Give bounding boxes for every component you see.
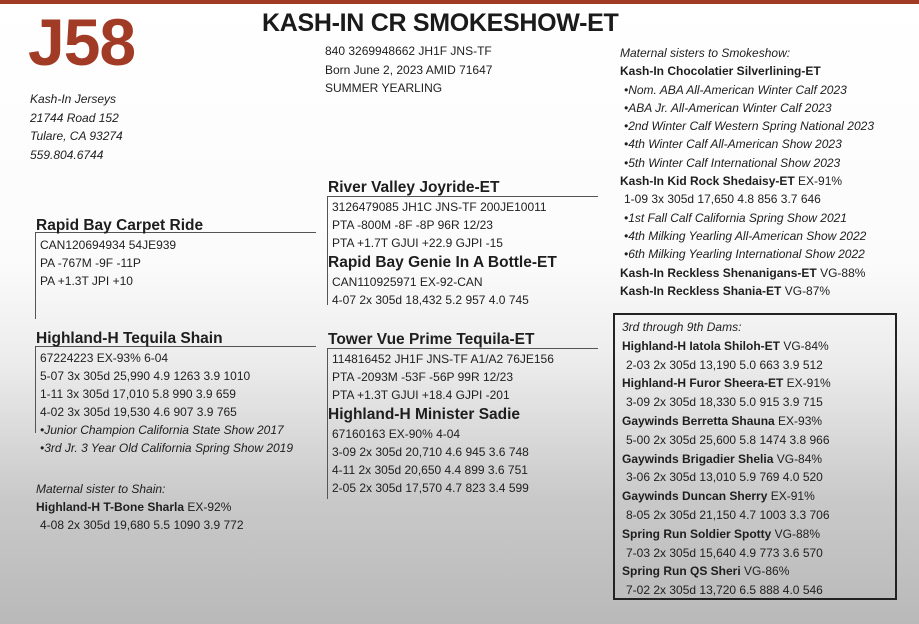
sister-award: •1st Fall Calf California Spring Show 2021 [624,210,847,225]
breeder-address: 21744 Road 152 [30,110,119,125]
dam-ancestor-score: EX-91% [767,489,815,504]
dam-sire-record: 4-11 2x 305d 20,650 4.4 899 3.6 751 [332,463,528,477]
dam-sire-registration: 67160163 EX-90% 4-04 [332,427,461,441]
sire-pta-line: PTA +1.7T GJUI +22.9 GJPI -15 [332,236,503,250]
sire-block [328,178,547,252]
dam-dam-name: Highland-H Tequila Shain [36,330,223,347]
maternal-sisters-block [620,44,874,300]
animal-info [325,42,492,98]
sister-name: Kash-In Reckless Shania-ET [620,283,782,298]
sister-name: Kash-In Kid Rock Shedaisy-ET [620,174,795,189]
dam-ancestor-name: Highland-H Iatola Shiloh-ET [622,338,780,353]
top-accent-bar [0,0,919,4]
sire-dam-registration: CAN110925971 EX-92-CAN [332,275,483,289]
sister-award: •2nd Winter Calf Western Spring National 2023 [624,119,875,134]
registration-line: 840 3269948662 JH1F JNS-TF [325,44,492,58]
sister-score: VG-88% [816,265,866,280]
dam-dam-block [36,329,293,457]
dam-ancestor-record: 3-09 2x 305d 18,330 5.0 915 3.9 715 [626,395,823,410]
dam-dam-registration: 67224223 EX-93% 6-04 [40,351,169,365]
sire-dam-record: 4-07 2x 305d 18,432 5.2 957 4.0 745 [332,293,529,307]
sister-award: •ABA Jr. All-American Winter Calf 2023 [624,100,832,115]
breeder-name: Kash-In Jerseys [30,92,117,106]
dam-ancestor-name: Gaywinds Brigadier Shelia [622,451,774,466]
dam-ancestor-record: 8-05 2x 305d 21,150 4.7 1003 3.3 706 [626,507,830,522]
sire-dam-block [328,253,557,309]
dam-block [328,330,554,404]
sister-award: •Nom. ABA All-American Winter Calf 2023 [624,82,847,97]
dam-sire-record: 2-05 2x 305d 17,570 4.7 823 3.4 599 [332,481,529,495]
dam-ancestor-name: Gaywinds Berretta Shauna [622,413,775,428]
breeder-city: Tulare, CA 93274 [30,129,123,143]
dam-ancestor-name: Spring Run QS Sheri [622,564,741,579]
breeder-info [30,90,123,164]
maternal-sisters-heading: Maternal sisters to Smokeshow: [620,46,791,60]
dam-dam-award: •Junior Champion California State Show 2017 [40,423,284,437]
shain-sister-score: EX-92% [184,500,232,514]
dam-name: Tower Vue Prime Tequila-ET [328,331,535,348]
class-line: SUMMER YEARLING [325,81,443,95]
birth-line: Born June 2, 2023 AMID 71647 [325,62,493,77]
sister-score: VG-87% [781,283,831,298]
sister-award: •5th Winter Calf International Show 2023 [624,155,841,170]
dam-ancestor-score: EX-93% [774,413,823,428]
dam-registration: 114816452 JH1F JNS-TF A1/A2 76JE156 [332,352,554,366]
sire-dam-name: Rapid Bay Genie In A Bottle-ET [328,254,557,271]
dam-sire-record: 3-09 2x 305d 20,710 4.6 945 3.6 748 [332,445,529,459]
dam-dam-award: •3rd Jr. 3 Year Old California Spring Show 2019 [40,441,294,455]
sire-name: River Valley Joyride-ET [328,179,500,196]
sister-name: Kash-In Chocolatier Silverlining-ET [620,64,821,79]
dam-ancestor-score: EX-91% [783,376,831,391]
dam-dam-record: 5-07 3x 305d 25,990 4.9 1263 3.9 1010 [40,369,251,383]
sire-sire-pa-line: PA +1.3T JPI +10 [40,274,133,288]
dam-ancestor-score: VG-88% [771,526,821,541]
dam-dam-record: 1-11 3x 305d 17,010 5.8 990 3.9 659 [40,387,236,401]
sire-sire-name: Rapid Bay Carpet Ride [36,217,204,234]
shain-sister-record: 4-08 2x 305d 19,680 5.5 1090 3.9 772 [40,518,244,532]
dam-ancestor-score: VG-84% [773,451,823,466]
dam-ancestor-score: VG-86% [740,564,790,579]
sire-pta-line: PTA -800M -8F -8P 96R 12/23 [332,218,493,232]
shain-sister-heading: Maternal sister to Shain: [36,482,166,496]
dam-ancestor-record: 2-03 2x 305d 13,190 5.0 663 3.9 512 [626,357,823,372]
sire-sire-block [36,216,203,290]
dams-list [622,318,831,600]
breeder-phone: 559.804.6744 [30,147,104,162]
dam-ancestor-record: 5-00 2x 305d 25,600 5.8 1474 3.8 966 [626,432,830,447]
sister-award: •6th Milking Yearling International Show 2022 [624,247,865,262]
lot-number: J58 [28,5,136,79]
sister-award: •4th Milking Yearling All-American Show 2022 [624,228,867,243]
dam-sire-block [328,405,529,497]
dam-ancestor-record: 7-03 2x 305d 15,640 4.9 773 3.6 570 [626,545,823,560]
dam-ancestor-name: Highland-H Furor Sheera-ET [622,376,784,391]
dam-ancestor-name: Gaywinds Duncan Sherry [622,489,768,504]
sister-record: 1-09 3x 305d 17,650 4.8 856 3.7 646 [624,192,821,207]
dam-pta-line: PTA -2093M -53F -56P 99R 12/23 [332,370,513,384]
shain-sister-name: Highland-H T-Bone Sharla [36,500,185,514]
sire-sire-registration: CAN120694934 54JE939 [40,238,177,252]
sister-award: •4th Winter Calf All-American Show 2023 [624,137,842,152]
sister-name: Kash-In Reckless Shenanigans-ET [620,265,817,280]
sire-sire-pa-line: PA -767M -9F -11P [40,256,141,270]
sister-score: EX-91% [794,174,843,189]
dam-ancestor-record: 7-02 2x 305d 13,720 6.5 888 4.0 546 [626,583,823,598]
dam-ancestor-score: VG-84% [780,338,829,353]
dam-pta-line: PTA +1.3T GJUI +18.4 GJPI -201 [332,388,510,402]
dam-ancestor-record: 3-06 2x 305d 13,010 5.9 769 4.0 520 [626,470,823,485]
shain-sister-block [36,480,244,534]
sire-registration: 3126479085 JH1C JNS-TF 200JE10011 [332,200,547,214]
dam-dam-record: 4-02 3x 305d 19,530 4.6 907 3.9 765 [40,405,237,419]
animal-name: KASH-IN CR SMOKESHOW-ET [262,9,619,37]
dams-heading: 3rd through 9th Dams: [622,320,742,334]
dam-sire-name: Highland-H Minister Sadie [328,406,521,423]
dam-ancestor-name: Spring Run Soldier Spotty [622,526,772,541]
